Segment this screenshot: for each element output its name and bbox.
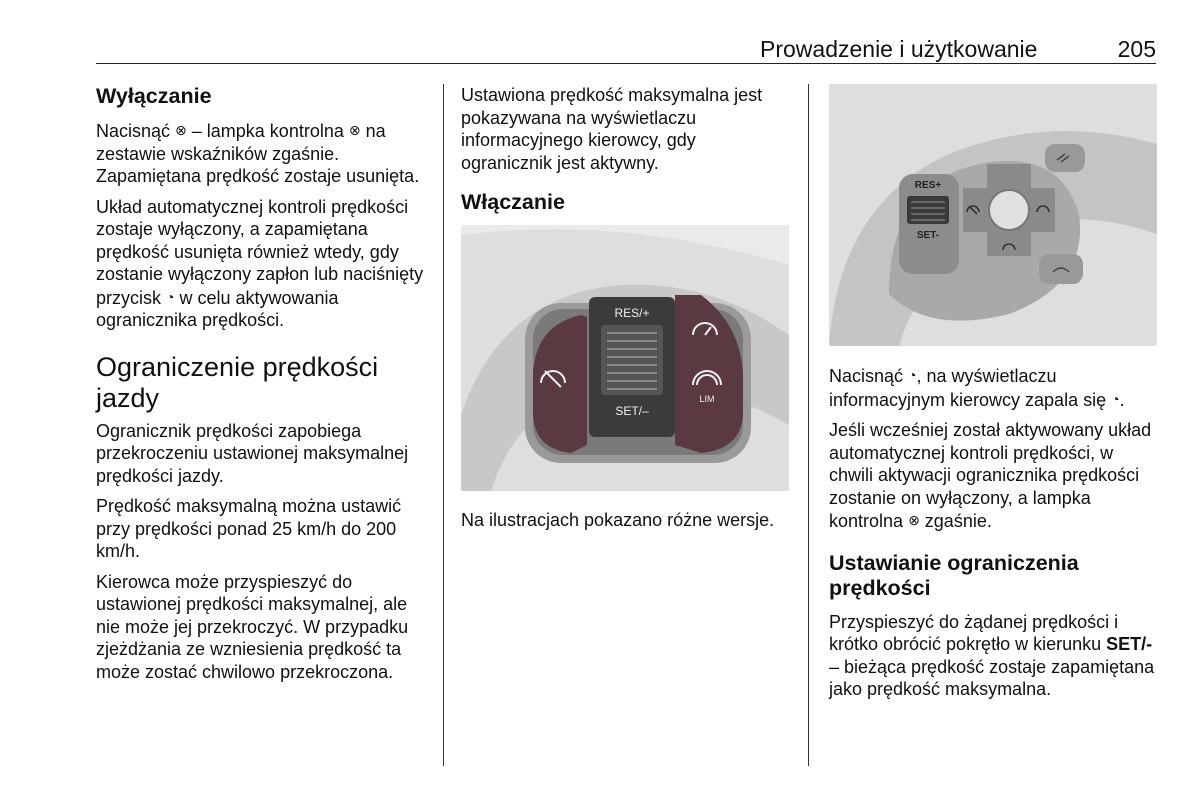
column-2	[461, 84, 791, 540]
cruise-off-icon: ⊗	[348, 122, 361, 138]
set-minus-label: SET/–	[615, 404, 649, 418]
paragraph-off-2: Układ automatycznej kontroli prędkości zostaje wyłączony, a zapamiętana prędkość usunięta również wtedy, gdy zostanie wyłączony zapłon lub naciśnięty przycisk ◔ w celu aktywowania ogranicznika prędkości.	[96, 196, 424, 330]
lim-label: LIM	[699, 394, 715, 404]
column-divider-1	[443, 84, 444, 766]
speed-limiter-icon: ◔	[908, 367, 917, 383]
heading-on: Włączanie	[461, 190, 565, 214]
page-number: 205	[1117, 36, 1156, 62]
column-3	[829, 84, 1159, 709]
heading-set-limit: Ustawianie ograniczenia prędkości	[829, 550, 1079, 600]
paragraph-limiter-1: Ogranicznik prędkości zapobiega przekroczeniu ustawionej maksymalnej prędkości jazdy.	[96, 420, 409, 486]
steering-switch-illustration-1	[461, 225, 789, 491]
paragraph-set-limit: Przyspieszyć do żądanej prędkości i krótko obrócić pokrętło w kierunku SET/- – bieżąca prędkość zostaje zapamiętana jako prędkość maksymalna.	[829, 611, 1155, 699]
paragraph-limiter-2: Prędkość maksymalną można ustawić przy prędkości ponad 25 km/h do 200 km/h.	[96, 496, 402, 561]
steering-switch-illustration-2	[829, 84, 1157, 346]
column-1	[96, 84, 432, 691]
paragraph-display: Ustawiona prędkość maksymalna jest pokazywana na wyświetlaczu informacyjnego kierowcy, gdy ogranicznik jest aktywny.	[461, 85, 763, 173]
column-divider-2	[808, 84, 809, 766]
steering-switch-drawing-1	[461, 225, 789, 491]
cruise-off-icon: ⊗	[175, 122, 187, 138]
steering-switch-drawing-2	[829, 84, 1157, 346]
set-label: SET-	[916, 230, 940, 241]
heading-speed-limiter: Ograniczenie prędkości jazdy	[96, 351, 379, 413]
speed-limiter-icon: ◔	[166, 288, 175, 305]
paragraph-cruise-deactivate: Jeśli wcześniej został aktywowany układ automatycznej kontroli prędkości, w chwili aktywacji ogranicznika prędkości zostanie on wyłączony, a lampka kontrolna ⊗ zgaśnie.	[829, 420, 1152, 531]
header-rule	[96, 63, 1156, 64]
paragraph-press-limiter: Nacisnąć ◔, na wyświetlaczu informacyjnym kierowcy zapala się ◔.	[829, 366, 1125, 410]
paragraph-off-1: Nacisnąć ⊗ – lampka kontrolna ⊗ na zestawie wskaźników zgaśnie. Zapamiętana prędkość zostaje usunięta.	[96, 121, 420, 186]
paragraph-versions: Na ilustracjach pokazano różne wersje.	[461, 510, 775, 530]
res-label: RES+	[914, 180, 942, 191]
res-plus-label: RES/+	[614, 306, 650, 320]
running-header: Prowadzenie i użytkowanie	[760, 36, 1038, 62]
cruise-off-icon: ⊗	[908, 512, 920, 528]
speed-limiter-icon: ◔	[1111, 390, 1120, 407]
heading-off: Wyłączanie	[96, 84, 212, 108]
paragraph-limiter-3: Kierowca może przyspieszyć do ustawionej prędkości maksymalnej, ale nie może jej przekroczyć. W przypadku zjeżdżania ze wzniesienia prędkość ta może zostać chwilowo przekroczona.	[96, 571, 409, 682]
